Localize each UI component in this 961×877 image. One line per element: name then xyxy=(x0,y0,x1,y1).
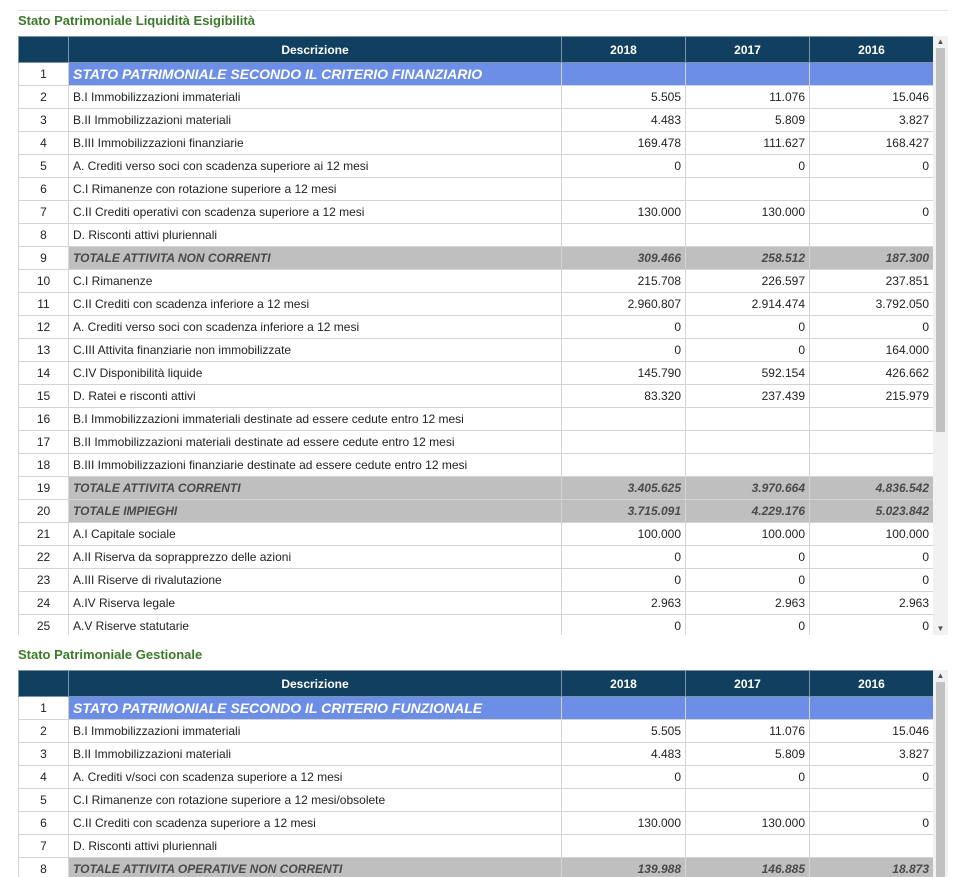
row-description: A.III Riserve di rivalutazione xyxy=(69,569,562,592)
row-number: 5 xyxy=(19,789,69,812)
cell-2018: 139.988 xyxy=(562,858,686,877)
row-number: 1 xyxy=(19,697,69,720)
table-row[interactable] xyxy=(19,339,934,362)
column-header-2018[interactable]: 2018 xyxy=(562,671,686,697)
table-row[interactable] xyxy=(19,178,934,201)
cell-2017: 146.885 xyxy=(686,858,810,877)
row-number: 8 xyxy=(19,858,69,877)
cell-2018 xyxy=(562,454,686,477)
row-number: 6 xyxy=(19,812,69,835)
section-title-liquidita: Stato Patrimoniale Liquidità Esigibilità xyxy=(18,13,255,28)
cell-2017 xyxy=(686,431,810,454)
scrollbar-thumb[interactable] xyxy=(936,48,945,432)
data-table-gestionale xyxy=(18,670,934,877)
cell-2017: 0 xyxy=(686,569,810,592)
table-total-row[interactable] xyxy=(19,500,934,523)
cell-2016: 426.662 xyxy=(810,362,934,385)
table-row[interactable] xyxy=(19,789,934,812)
cell-2018: 3.715.091 xyxy=(562,500,686,523)
table-row[interactable] xyxy=(19,523,934,546)
cell-2018: 130.000 xyxy=(562,201,686,224)
cell-2018: 215.708 xyxy=(562,270,686,293)
vertical-scrollbar[interactable] xyxy=(933,670,948,877)
column-header-2017[interactable]: 2017 xyxy=(686,671,810,697)
row-description: C.II Crediti con scadenza inferiore a 12 mesi xyxy=(69,293,562,316)
cell-2017: 237.439 xyxy=(686,385,810,408)
row-number: 4 xyxy=(19,766,69,789)
row-number: 20 xyxy=(19,500,69,523)
row-description: A.IV Riserva legale xyxy=(69,592,562,615)
cell-2016 xyxy=(810,789,934,812)
cell-2018: 0 xyxy=(562,316,686,339)
row-number: 6 xyxy=(19,178,69,201)
row-number: 8 xyxy=(19,224,69,247)
cell-2018: 2.963 xyxy=(562,592,686,615)
cell-2017: 111.627 xyxy=(686,132,810,155)
cell-2018: 5.505 xyxy=(562,720,686,743)
table-row[interactable] xyxy=(19,592,934,615)
scroll-up-arrow-icon[interactable]: ▲ xyxy=(936,671,945,680)
cell-2018: 100.000 xyxy=(562,523,686,546)
table-row[interactable] xyxy=(19,316,934,339)
cell-2018: 0 xyxy=(562,546,686,569)
row-number: 2 xyxy=(19,720,69,743)
column-header-descrizione[interactable]: Descrizione xyxy=(69,37,562,63)
cell-2017 xyxy=(686,408,810,431)
cell-2018: 145.790 xyxy=(562,362,686,385)
row-number: 5 xyxy=(19,155,69,178)
row-number: 15 xyxy=(19,385,69,408)
cell-2018: 2.960.807 xyxy=(562,293,686,316)
cell-2016: 0 xyxy=(810,201,934,224)
row-description: TOTALE IMPIEGHI xyxy=(69,500,562,523)
scroll-up-arrow-icon[interactable]: ▲ xyxy=(936,37,945,46)
cell-2017: 0 xyxy=(686,766,810,789)
scroll-down-arrow-icon[interactable]: ▼ xyxy=(936,624,945,633)
column-header-2016[interactable]: 2016 xyxy=(810,671,934,697)
row-number: 1 xyxy=(19,63,69,86)
cell-2017 xyxy=(686,454,810,477)
row-number: 23 xyxy=(19,569,69,592)
row-description: A.II Riserva da soprapprezzo delle azioni xyxy=(69,546,562,569)
cell-2016: 18.873 xyxy=(810,858,934,877)
cell-2017: 592.154 xyxy=(686,362,810,385)
cell-2018: 169.478 xyxy=(562,132,686,155)
cell-2016: 100.000 xyxy=(810,523,934,546)
cell-2016 xyxy=(810,224,934,247)
row-number: 25 xyxy=(19,615,69,636)
grid-gestionale[interactable] xyxy=(18,670,948,877)
cell-2018: 4.483 xyxy=(562,109,686,132)
cell-2018: 5.505 xyxy=(562,86,686,109)
row-number: 7 xyxy=(19,201,69,224)
cell-2017: 2.914.474 xyxy=(686,293,810,316)
row-description: C.I Rimanenze con rotazione superiore a 12 mesi/obsolete xyxy=(69,789,562,812)
column-header-descrizione[interactable]: Descrizione xyxy=(69,671,562,697)
column-header-2016[interactable]: 2016 xyxy=(810,37,934,63)
table-body-liquidita xyxy=(19,63,934,636)
cell-2017: 0 xyxy=(686,339,810,362)
table-row[interactable] xyxy=(19,431,934,454)
row-description: A. Crediti v/soci con scadenza superiore a 12 mesi xyxy=(69,766,562,789)
cell-2016: 15.046 xyxy=(810,86,934,109)
column-header-2017[interactable]: 2017 xyxy=(686,37,810,63)
cell-2018 xyxy=(562,431,686,454)
cell-2016 xyxy=(810,178,934,201)
cell-2018 xyxy=(562,63,686,86)
cell-2018: 0 xyxy=(562,615,686,636)
cell-2016: 0 xyxy=(810,155,934,178)
cell-2016: 168.427 xyxy=(810,132,934,155)
table-row[interactable] xyxy=(19,132,934,155)
row-description: B.II Immobilizzazioni materiali destinate ad essere cedute entro 12 mesi xyxy=(69,431,562,454)
row-number: 19 xyxy=(19,477,69,500)
cell-2018: 3.405.625 xyxy=(562,477,686,500)
row-description: TOTALE ATTIVITA OPERATIVE NON CORRENTI xyxy=(69,858,562,877)
cell-2017: 4.229.176 xyxy=(686,500,810,523)
section-title-gestionale: Stato Patrimoniale Gestionale xyxy=(18,647,203,662)
cell-2016 xyxy=(810,697,934,720)
cell-2017: 2.963 xyxy=(686,592,810,615)
table-row[interactable] xyxy=(19,224,934,247)
column-header-2018[interactable]: 2018 xyxy=(562,37,686,63)
cell-2017 xyxy=(686,178,810,201)
cell-2017 xyxy=(686,835,810,858)
row-description: B.I Immobilizzazioni immateriali destinate ad essere cedute entro 12 mesi xyxy=(69,408,562,431)
row-number: 18 xyxy=(19,454,69,477)
row-description: C.II Crediti con scadenza superiore a 12 mesi xyxy=(69,812,562,835)
grid-liquidita[interactable] xyxy=(18,36,948,635)
row-description: C.IV Disponibilità liquide xyxy=(69,362,562,385)
cell-2018 xyxy=(562,224,686,247)
cell-2016: 3.827 xyxy=(810,743,934,766)
cell-2017: 100.000 xyxy=(686,523,810,546)
cell-2017: 0 xyxy=(686,316,810,339)
cell-2017: 130.000 xyxy=(686,812,810,835)
row-number: 14 xyxy=(19,362,69,385)
cell-2016: 164.000 xyxy=(810,339,934,362)
cell-2017: 258.512 xyxy=(686,247,810,270)
row-number: 2 xyxy=(19,86,69,109)
row-description: B.III Immobilizzazioni finanziarie xyxy=(69,132,562,155)
row-number: 24 xyxy=(19,592,69,615)
row-description: STATO PATRIMONIALE SECONDO IL CRITERIO FUNZIONALE xyxy=(69,697,562,720)
row-description: STATO PATRIMONIALE SECONDO IL CRITERIO FINANZIARIO xyxy=(69,63,562,86)
row-number: 16 xyxy=(19,408,69,431)
cell-2018: 309.466 xyxy=(562,247,686,270)
row-description: D. Risconti attivi pluriennali xyxy=(69,835,562,858)
cell-2016: 237.851 xyxy=(810,270,934,293)
table-section-header-row[interactable] xyxy=(19,63,934,86)
row-description: B.I Immobilizzazioni immateriali xyxy=(69,720,562,743)
row-number: 10 xyxy=(19,270,69,293)
cell-2018 xyxy=(562,789,686,812)
row-description: A.V Riserve statutarie xyxy=(69,615,562,636)
row-number: 3 xyxy=(19,743,69,766)
cell-2016 xyxy=(810,408,934,431)
table-row[interactable] xyxy=(19,155,934,178)
cell-2016 xyxy=(810,63,934,86)
row-description: B.II Immobilizzazioni materiali xyxy=(69,743,562,766)
cell-2016: 2.963 xyxy=(810,592,934,615)
cell-2017: 5.809 xyxy=(686,109,810,132)
table-section-header-row[interactable] xyxy=(19,697,934,720)
top-divider xyxy=(18,10,948,11)
cell-2016: 0 xyxy=(810,316,934,339)
table-header-row xyxy=(19,671,934,697)
row-description: A.I Capitale sociale xyxy=(69,523,562,546)
cell-2018: 0 xyxy=(562,155,686,178)
column-header-index xyxy=(19,671,69,697)
cell-2017: 3.970.664 xyxy=(686,477,810,500)
column-header-index xyxy=(19,37,69,63)
table-row[interactable] xyxy=(19,109,934,132)
cell-2016: 4.836.542 xyxy=(810,477,934,500)
table-row[interactable] xyxy=(19,569,934,592)
row-description: C.I Rimanenze xyxy=(69,270,562,293)
row-description: D. Ratei e risconti attivi xyxy=(69,385,562,408)
cell-2017: 226.597 xyxy=(686,270,810,293)
row-number: 3 xyxy=(19,109,69,132)
cell-2017 xyxy=(686,224,810,247)
row-number: 22 xyxy=(19,546,69,569)
row-number: 7 xyxy=(19,835,69,858)
cell-2016: 0 xyxy=(810,766,934,789)
cell-2018 xyxy=(562,835,686,858)
row-description: B.I Immobilizzazioni immateriali xyxy=(69,86,562,109)
table-row[interactable] xyxy=(19,720,934,743)
table-header-row xyxy=(19,37,934,63)
cell-2018 xyxy=(562,408,686,431)
cell-2016: 0 xyxy=(810,546,934,569)
data-table-liquidita xyxy=(18,36,934,635)
cell-2016: 0 xyxy=(810,569,934,592)
row-description: C.I Rimanenze con rotazione superiore a 12 mesi xyxy=(69,178,562,201)
table-row[interactable] xyxy=(19,293,934,316)
table-row[interactable] xyxy=(19,385,934,408)
row-number: 21 xyxy=(19,523,69,546)
cell-2017: 11.076 xyxy=(686,86,810,109)
cell-2018: 0 xyxy=(562,569,686,592)
table-row[interactable] xyxy=(19,743,934,766)
cell-2016: 215.979 xyxy=(810,385,934,408)
cell-2018: 0 xyxy=(562,766,686,789)
cell-2016 xyxy=(810,431,934,454)
cell-2016 xyxy=(810,454,934,477)
cell-2016: 5.023.842 xyxy=(810,500,934,523)
row-description: C.II Crediti operativi con scadenza superiore a 12 mesi xyxy=(69,201,562,224)
row-number: 11 xyxy=(19,293,69,316)
cell-2016: 3.792.050 xyxy=(810,293,934,316)
row-number: 13 xyxy=(19,339,69,362)
table-row[interactable] xyxy=(19,835,934,858)
table-body-gestionale xyxy=(19,697,934,877)
cell-2018: 0 xyxy=(562,339,686,362)
row-description: B.II Immobilizzazioni materiali xyxy=(69,109,562,132)
table-row[interactable] xyxy=(19,454,934,477)
cell-2017: 11.076 xyxy=(686,720,810,743)
cell-2017: 0 xyxy=(686,615,810,636)
cell-2018 xyxy=(562,697,686,720)
cell-2016 xyxy=(810,835,934,858)
row-number: 4 xyxy=(19,132,69,155)
cell-2017 xyxy=(686,63,810,86)
vertical-scrollbar[interactable] xyxy=(933,36,948,635)
table-row[interactable] xyxy=(19,201,934,224)
cell-2017: 0 xyxy=(686,155,810,178)
cell-2018: 83.320 xyxy=(562,385,686,408)
cell-2016: 0 xyxy=(810,615,934,636)
row-description: TOTALE ATTIVITA CORRENTI xyxy=(69,477,562,500)
cell-2016: 15.046 xyxy=(810,720,934,743)
cell-2018: 4.483 xyxy=(562,743,686,766)
row-description: TOTALE ATTIVITA NON CORRENTI xyxy=(69,247,562,270)
cell-2016: 3.827 xyxy=(810,109,934,132)
row-number: 12 xyxy=(19,316,69,339)
table-row[interactable] xyxy=(19,362,934,385)
cell-2016: 187.300 xyxy=(810,247,934,270)
row-description: A. Crediti verso soci con scadenza superiore ai 12 mesi xyxy=(69,155,562,178)
table-row[interactable] xyxy=(19,812,934,835)
table-total-row[interactable] xyxy=(19,247,934,270)
cell-2018: 130.000 xyxy=(562,812,686,835)
row-description: B.III Immobilizzazioni finanziarie destinate ad essere cedute entro 12 mesi xyxy=(69,454,562,477)
cell-2017: 0 xyxy=(686,546,810,569)
cell-2016: 0 xyxy=(810,812,934,835)
table-total-row[interactable] xyxy=(19,858,934,877)
cell-2017 xyxy=(686,789,810,812)
row-description: C.III Attivita finanziarie non immobilizzate xyxy=(69,339,562,362)
row-description: A. Crediti verso soci con scadenza inferiore a 12 mesi xyxy=(69,316,562,339)
cell-2017: 5.809 xyxy=(686,743,810,766)
table-row[interactable] xyxy=(19,766,934,789)
scrollbar-thumb[interactable] xyxy=(936,682,945,877)
row-number: 17 xyxy=(19,431,69,454)
cell-2017 xyxy=(686,697,810,720)
table-total-row[interactable] xyxy=(19,477,934,500)
cell-2017: 130.000 xyxy=(686,201,810,224)
table-row[interactable] xyxy=(19,408,934,431)
table-row[interactable] xyxy=(19,270,934,293)
row-number: 9 xyxy=(19,247,69,270)
table-row[interactable] xyxy=(19,86,934,109)
row-description: D. Risconti attivi pluriennali xyxy=(69,224,562,247)
cell-2018 xyxy=(562,178,686,201)
table-row[interactable] xyxy=(19,546,934,569)
table-row[interactable] xyxy=(19,615,934,636)
